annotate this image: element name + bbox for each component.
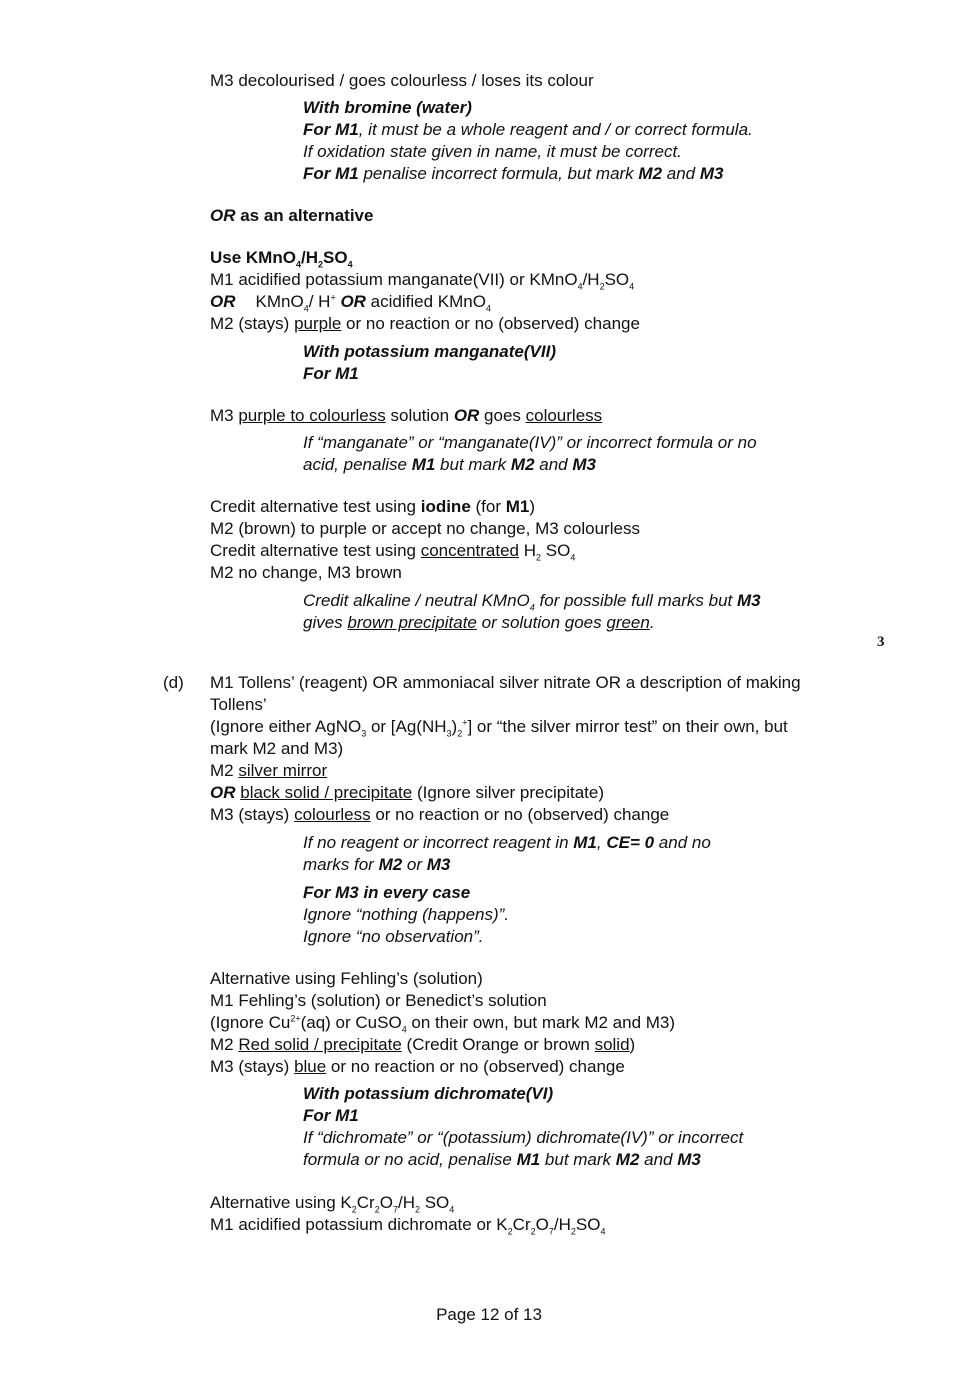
guidance-line — [303, 1128, 743, 1148]
text: SO — [604, 270, 630, 289]
text-line — [210, 991, 547, 1011]
text: M1 — [505, 497, 530, 516]
text-line — [210, 206, 373, 226]
text: M1 Fehling’s (solution) or Benedict’s solution — [210, 991, 547, 1010]
text: If no reagent or incorrect reagent in — [303, 833, 574, 852]
text: or no reaction or no (observed) change — [341, 314, 640, 333]
text: colourless — [525, 406, 603, 425]
text: 2 — [317, 259, 323, 270]
guidance-line — [303, 1150, 701, 1170]
text: or no reaction or no (observed) change — [370, 805, 670, 824]
text: For M1 — [303, 364, 359, 383]
text: M3 decolourised / goes colourless / loses its colour — [210, 71, 594, 90]
text: formula or no acid, penalise — [303, 1150, 517, 1169]
text: Ignore “no observation”. — [303, 927, 484, 946]
text: on their own, but mark M2 and M3) — [406, 1013, 676, 1032]
text: M1 Tollens’ (reagent) OR ammoniacal silver nitrate OR a description of making — [210, 673, 801, 692]
text: KMnO — [255, 292, 304, 311]
text: 2 — [599, 281, 605, 292]
text: black solid / precipitate — [240, 783, 413, 802]
text: 4 — [577, 281, 583, 292]
text: SO — [541, 541, 571, 560]
guidance-heading — [303, 364, 359, 384]
text: M1 acidified potassium dichromate or K — [210, 1215, 508, 1234]
text: 4 — [401, 1024, 407, 1035]
text: Credit alternative test using — [210, 541, 421, 560]
text: For M1 — [303, 120, 359, 139]
mark-total: 3 — [877, 634, 885, 650]
text: acid, penalise — [303, 455, 412, 474]
text: /H — [300, 248, 318, 267]
guidance-heading — [303, 1084, 553, 1104]
text: If “manganate” or “manganate(IV)” or incorrect formula or no — [303, 433, 757, 452]
text: or no reaction or no (observed) change — [326, 1057, 625, 1076]
text: (aq) or CuSO — [300, 1013, 402, 1032]
text-line — [210, 270, 634, 290]
text: With potassium manganate(VII) — [303, 342, 556, 361]
text-line — [210, 563, 402, 583]
text: mark M2 and M3) — [210, 739, 344, 758]
text: 3 — [446, 728, 452, 739]
text: but mark — [540, 1150, 616, 1169]
text: OR — [210, 292, 236, 311]
text: 7 — [548, 1226, 554, 1237]
text-line — [210, 695, 267, 715]
text: If oxidation state given in name, it must be correct. — [303, 142, 682, 161]
guidance-line — [303, 613, 655, 633]
text: 2 — [536, 552, 542, 563]
text: 4 — [449, 1204, 455, 1215]
text: 4 — [295, 259, 301, 270]
text-line — [210, 717, 788, 737]
guidance-line — [303, 833, 711, 853]
text: and — [534, 455, 573, 474]
text: (Ignore either AgNO — [210, 717, 362, 736]
text: H — [519, 541, 537, 560]
text: blue — [294, 1057, 327, 1076]
text: 4 — [629, 281, 635, 292]
text-line — [210, 497, 535, 517]
text: Alternative using K — [210, 1193, 352, 1212]
text: M3 (stays) — [210, 1057, 295, 1076]
text: ) — [629, 1035, 636, 1054]
text: SO — [420, 1193, 450, 1212]
text-line — [210, 292, 491, 312]
text-line — [210, 969, 483, 989]
text: 2 — [457, 728, 463, 739]
text: /H — [397, 1193, 415, 1212]
text-line — [210, 761, 327, 781]
text-line — [210, 739, 343, 759]
text: acidified KMnO — [365, 292, 486, 311]
text: M2 — [210, 1035, 239, 1054]
text: colourless — [294, 805, 371, 824]
text: For M1 — [303, 1106, 359, 1125]
text: and no — [654, 833, 711, 852]
guidance-line — [303, 591, 761, 611]
text-line — [210, 1057, 625, 1077]
text: and — [662, 164, 700, 183]
text-line — [210, 783, 604, 803]
guidance-heading — [303, 883, 470, 903]
text: SO — [575, 1215, 601, 1234]
text: M2 — [378, 855, 403, 874]
text: M2 (brown) to purple or accept no change, M3 colourless — [210, 519, 640, 538]
text: M1 acidified potassium manganate(VII) or KMnO — [210, 270, 578, 289]
text: M3 — [426, 855, 451, 874]
guidance-line — [303, 433, 757, 453]
text: M3 (stays) — [210, 805, 295, 824]
text: 4 — [347, 259, 353, 270]
text: Red solid / precipitate — [238, 1035, 402, 1054]
text: O — [379, 1193, 393, 1212]
text-line — [210, 519, 640, 539]
text: or solution goes — [476, 613, 607, 632]
text-line — [210, 541, 575, 561]
text: solid — [594, 1035, 630, 1054]
guidance-line — [303, 164, 723, 184]
text: / H — [308, 292, 331, 311]
text-line — [210, 71, 594, 91]
text: OR — [210, 783, 236, 802]
guidance-heading — [303, 342, 556, 362]
guidance-line — [303, 455, 596, 475]
text: + — [330, 292, 336, 303]
guidance-line — [303, 855, 450, 875]
text-line — [210, 314, 640, 334]
text: 2 — [530, 1226, 536, 1237]
question-label: (d) — [163, 673, 184, 692]
text: 2 — [351, 1204, 357, 1215]
text-line — [210, 406, 602, 426]
guidance-line — [303, 120, 753, 140]
text: 2 — [507, 1226, 513, 1237]
text: M1 — [516, 1150, 541, 1169]
text: or [Ag(NH — [366, 717, 447, 736]
text: ) — [529, 497, 536, 516]
text: 2 — [374, 1204, 380, 1215]
text: OR — [453, 406, 480, 425]
text: M3 — [699, 164, 724, 183]
text: If “dichromate” or “(potassium) dichromate(IV)” or incorrect — [303, 1128, 744, 1147]
text: M2 — [615, 1150, 640, 1169]
text: 2 — [570, 1226, 576, 1237]
text: CE= 0 — [606, 833, 655, 852]
text: . — [649, 613, 655, 632]
text: M1 — [573, 833, 597, 852]
guidance-heading — [303, 1106, 359, 1126]
guidance-line — [303, 142, 682, 162]
text: (for — [470, 497, 506, 516]
text: as an alternative — [235, 206, 374, 225]
text: Use KMnO — [210, 248, 296, 267]
text: + — [462, 717, 468, 728]
text: M2 — [510, 455, 535, 474]
text: purple — [294, 314, 342, 333]
text: 4 — [529, 602, 535, 613]
text: for possible full marks but — [534, 591, 737, 610]
text: but mark — [435, 455, 511, 474]
text: Cr — [512, 1215, 531, 1234]
text: (Credit Orange or brown — [401, 1035, 595, 1054]
text: /H — [582, 270, 600, 289]
text: /H — [553, 1215, 571, 1234]
guidance-line — [303, 927, 484, 947]
text-line — [210, 1215, 605, 1235]
text: With bromine (water) — [303, 98, 472, 117]
text: O — [535, 1215, 549, 1234]
text-line — [210, 248, 353, 268]
text: 7 — [392, 1204, 398, 1215]
text: goes — [479, 406, 526, 425]
text: marks for — [303, 855, 379, 874]
text: and — [639, 1150, 678, 1169]
text-line — [210, 1013, 675, 1033]
text: , it must be a whole reagent and / or correct formula. — [358, 120, 753, 139]
text: 4 — [600, 1226, 606, 1237]
text: M3 — [677, 1150, 701, 1169]
text: M3 — [572, 455, 596, 474]
text: For M1 — [303, 164, 359, 183]
text-line — [210, 1035, 635, 1055]
text: Alternative using Fehling’s (solution) — [210, 969, 483, 988]
text: iodine — [420, 497, 471, 516]
page-footer: Page 12 of 13 — [436, 1305, 542, 1324]
text: OR — [210, 206, 236, 225]
text: M2 — [210, 761, 239, 780]
text: 4 — [570, 552, 576, 563]
text: 3 — [361, 728, 367, 739]
text-line — [210, 673, 801, 693]
text: M2 — [638, 164, 663, 183]
text: Credit alkaline / neutral KMnO — [303, 591, 530, 610]
text: solution — [385, 406, 454, 425]
text: M3 — [737, 591, 761, 610]
text-line — [210, 1193, 454, 1213]
text: SO — [323, 248, 348, 267]
text: M1 — [411, 455, 436, 474]
text: brown precipitate — [347, 613, 477, 632]
guidance-heading — [303, 98, 472, 118]
text: Ignore “nothing (happens)”. — [303, 905, 510, 924]
text: M3 — [210, 406, 239, 425]
text: 4 — [485, 303, 491, 314]
text: For M3 in every case — [303, 883, 471, 902]
text: Credit alternative test using — [210, 497, 421, 516]
text: concentrated — [420, 541, 520, 560]
text: With potassium dichromate(VI) — [303, 1084, 554, 1103]
text: M2 (stays) — [210, 314, 295, 333]
guidance-line — [303, 905, 509, 925]
text: Tollens’ — [210, 695, 267, 714]
text: 4 — [303, 303, 309, 314]
text: OR — [340, 292, 366, 311]
text: ) — [451, 717, 458, 736]
text: silver mirror — [238, 761, 328, 780]
text: ] or “the silver mirror test” on their own, but — [467, 717, 788, 736]
text: (Ignore Cu — [210, 1013, 291, 1032]
text: , — [596, 833, 607, 852]
text: Cr — [356, 1193, 375, 1212]
text: (Ignore silver precipitate) — [412, 783, 605, 802]
text: purple to colourless — [238, 406, 386, 425]
text: 2 — [414, 1204, 420, 1215]
text: penalise incorrect formula, but mark — [358, 164, 639, 183]
text: M2 no change, M3 brown — [210, 563, 402, 582]
text: 2+ — [290, 1013, 301, 1024]
text: or — [402, 855, 427, 874]
text: green — [606, 613, 650, 632]
text: gives — [303, 613, 348, 632]
text-line — [210, 805, 669, 825]
